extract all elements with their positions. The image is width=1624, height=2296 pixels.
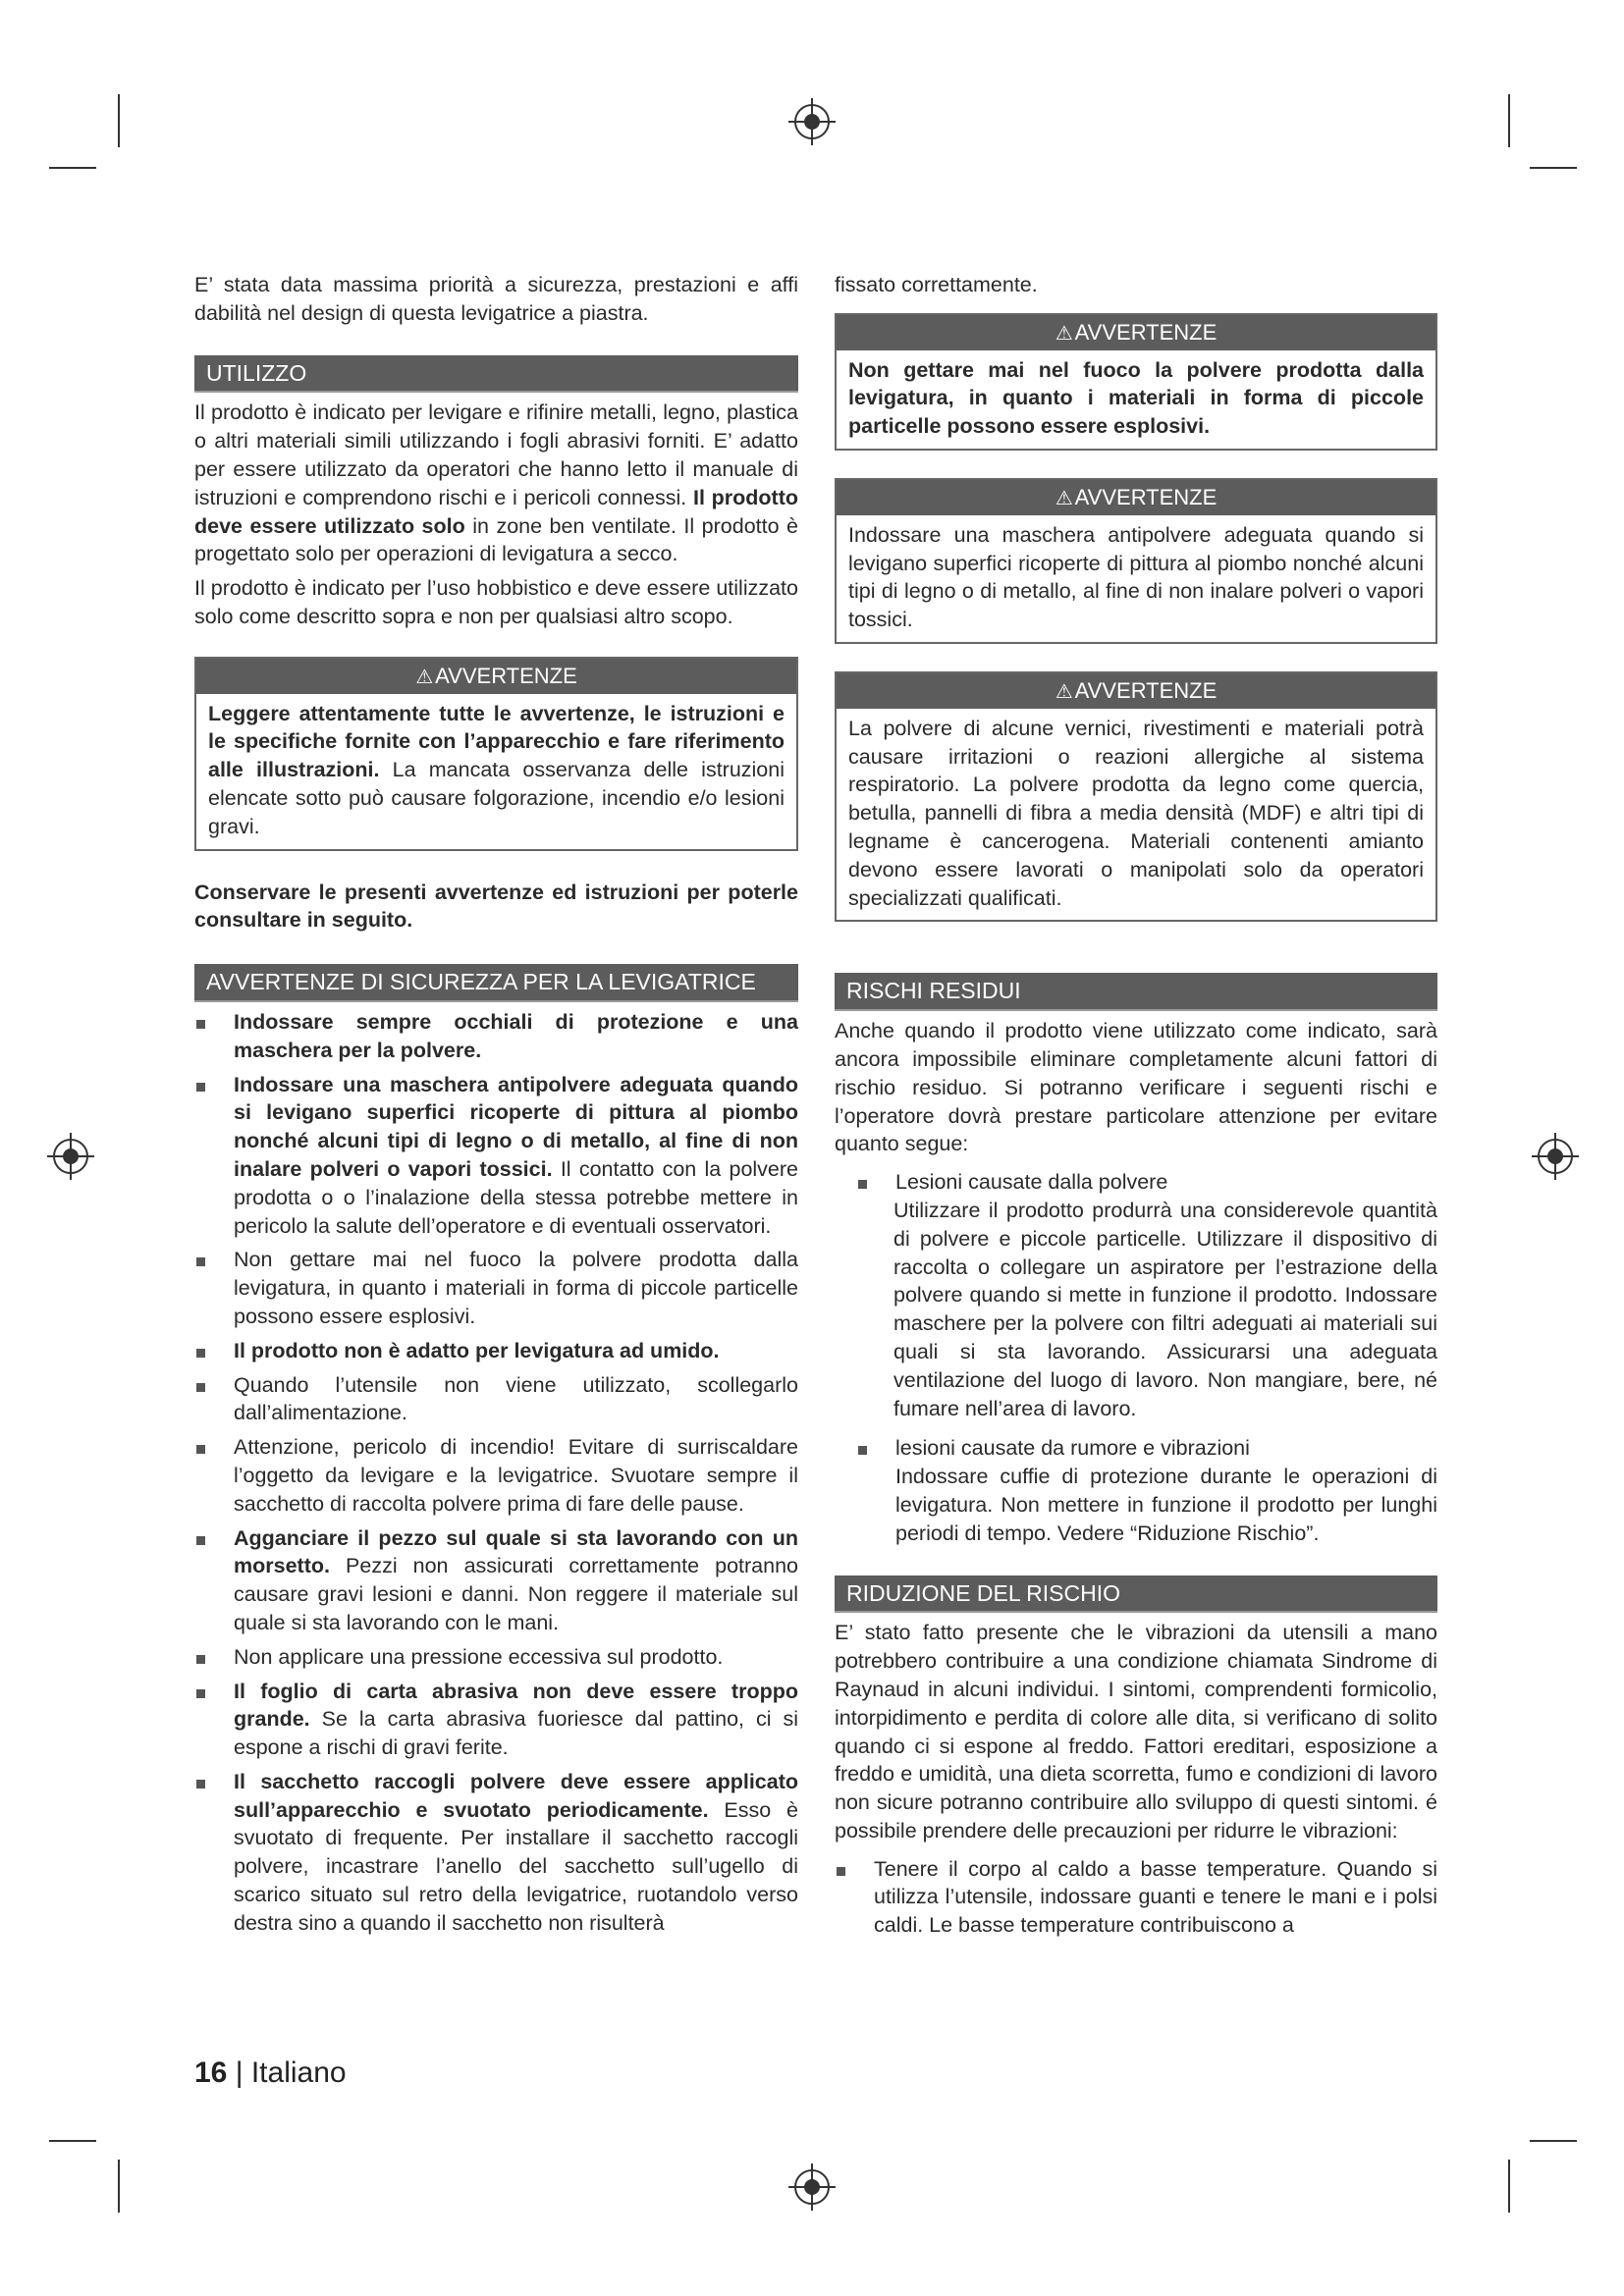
- intro-paragraph: E’ stata data massima priorità a sicurezza, prestazioni e affi dabilità nel design di questa levigatrice a piastra.: [194, 273, 798, 325]
- safety-list: [194, 1008, 798, 1938]
- continued-text: fissato correttamente.: [835, 273, 1038, 296]
- right-column: [835, 271, 1437, 1946]
- page-number: 16: [194, 2056, 228, 2089]
- warning-text: Indossare una maschera antipolvere adeguata quando si levigano superfici ricoperte di pittura al piombo nonché alcuni tipi di legno o di metallo, al fine di non inalare polveri o vapori tossici.: [848, 522, 1424, 632]
- warning-triangle-icon: ⚠: [1055, 487, 1073, 509]
- crop-mark: [1530, 2140, 1577, 2142]
- list-item: Indossare una maschera antipolvere adeguata quando si levigano superfici ricoperte di pittura al piombo nonché alcuni tipi di legno o di metallo, al fine di non inalare polveri o vapori tossici. Il contatto con la polvere prodotta o o l’inalazione della stessa potrebbe mettere in pericolo la salute dell’operatore e di eventuali osservatori.: [194, 1071, 798, 1241]
- page-footer: 16 | Italiano: [194, 2056, 347, 2089]
- list-item: Quando l’utensile non viene utilizzato, scollegarlo dall’alimentazione.: [194, 1371, 798, 1428]
- risk-text: Utilizzare il prodotto produrrà una considerevole quantità di polvere e piccole particelle. Utilizzare il dispositivo di raccolta o collegare un aspiratore per l’estrazione della polvere quando si mette in funzione il prodotto. Indossare maschere per la polvere con filtri adeguati ai materiali sui quali si sta lavorando. Assicurarsi una adeguata ventilazione del luogo di lavoro. Non mangiare, bere, né fumare nell’area di lavoro.: [893, 1198, 1437, 1420]
- warning-text: Leggere attentamente tutte le avvertenze, le istruzioni e le specifiche fornite con l’apparecchio e fare riferimento alle illustrazioni. La mancata osservanza delle istruzioni elencate sotto può causare folgorazione, incendio e/o lesioni gravi.: [208, 701, 785, 838]
- riduzione-list: [835, 1855, 1437, 1940]
- utilizzo-paragraph-1: Il prodotto è indicato per levigare e rifinire metalli, legno, plastica o altri materiali simili utilizzando i fogli abrasivi forniti. E’ adatto per essere utilizzato da operatori che hanno letto il manuale di istruzioni e comprendono rischi e i pericoli connessi. Il prodotto deve essere utilizzato solo in zone ben ventilate. Il prodotto è progettato solo per operazioni di levigatura a secco.: [194, 400, 798, 566]
- crop-mark: [1530, 167, 1577, 169]
- warning-box: [835, 671, 1437, 922]
- list-item: Il foglio di carta abrasiva non deve essere troppo grande. Se la carta abrasiva fuoriesce dal pattino, ci si espone a rischi di gravi ferite.: [194, 1678, 798, 1762]
- warning-triangle-icon: ⚠: [1055, 680, 1073, 703]
- warning-header: ⚠AVVERTENZE: [196, 659, 796, 694]
- warning-text: Non gettare mai nel fuoco la polvere prodotta dalla levigatura, in quanto i materiali in forma di piccole particelle possono essere esplosivi.: [848, 357, 1424, 439]
- utilizzo-heading: UTILIZZO: [194, 355, 798, 394]
- list-item: Il prodotto non è adatto per levigatura ad umido.: [194, 1337, 798, 1365]
- crop-mark: [1508, 2160, 1510, 2213]
- risk-title: lesioni causate da rumore e vibrazioni: [895, 1436, 1250, 1461]
- list-item: Il sacchetto raccogli polvere deve essere applicato sull’apparecchio e svuotato periodicamente. Esso è svuotato di frequente. Per installare il sacchetto raccogli polvere, incastrare l’anello del sacchetto sull’ugello di scarico situato sul retro della levigatrice, ruotandolo verso destra sino a quando il sacchetto non risulterà: [194, 1768, 798, 1938]
- risk-title: Lesioni causate dalla polvere: [895, 1170, 1168, 1195]
- list-item: Non applicare una pressione eccessiva sul prodotto.: [194, 1643, 798, 1672]
- language-label: Italiano: [250, 2056, 347, 2089]
- rischi-heading: RISCHI RESIDUI: [835, 973, 1437, 1011]
- list-item: Indossare sempre occhiali di protezione e una maschera per la polvere.: [194, 1008, 798, 1065]
- registration-mark-icon: [53, 1139, 88, 1174]
- registration-mark-icon: [794, 104, 830, 139]
- riduzione-heading: RIDUZIONE DEL RISCHIO: [835, 1575, 1437, 1614]
- warning-box: [194, 657, 798, 851]
- riduzione-intro: E’ stato fatto presente che le vibrazioni da utensili a mano potrebbero contribuire a una condizione chiamata Sindrome di Raynaud in alcuni individui. I sintomi, comprendenti formicolio, intorpidimento e perdita di colore alle dita, si verificano di solito quando ci si espone al freddo. Fattori ereditari, esposizione a freddo e umidità, una dieta scorretta, fumo e condizioni di lavoro non sicure potranno contribuire allo sviluppo di questi sintomi. é possibile prendere delle precauzioni per ridurre le vibrazioni:: [835, 1621, 1437, 1842]
- crop-mark: [49, 167, 96, 169]
- list-item: Attenzione, pericolo di incendio! Evitare di surriscaldare l’oggetto da levigare e la levigatrice. Svuotare sempre il sacchetto di raccolta polvere prima di fare delle pause.: [194, 1433, 798, 1518]
- warning-header: ⚠AVVERTENZE: [837, 480, 1435, 515]
- crop-mark: [118, 2160, 120, 2213]
- crop-mark: [1508, 94, 1510, 147]
- warning-triangle-icon: ⚠: [415, 666, 434, 688]
- list-item: Agganciare il pezzo sul quale si sta lavorando con un morsetto. Pezzi non assicurati correttamente potranno causare gravi lesioni e danni. Non reggere il materiale sul quale si sta lavorando con le mani.: [194, 1524, 798, 1637]
- list-item: Non gettare mai nel fuoco la polvere prodotta dalla levigatura, in quanto i materiali in forma di piccole particelle possono essere esplosivi.: [194, 1246, 798, 1330]
- list-item: Tenere il corpo al caldo a basse temperature. Quando si utilizza l’utensile, indossare guanti e tenere le mani e i polsi caldi. Le basse temperature contribuiscono a: [835, 1855, 1437, 1940]
- safety-heading: AVVERTENZE DI SICUREZZA PER LA LEVIGATRICE: [194, 964, 798, 1002]
- warning-box: [835, 478, 1437, 644]
- rischi-intro: Anche quando il prodotto viene utilizzato come indicato, sarà ancora impossibile eliminare completamente alcuni fattori di rischio residuo. Si potranno verificare i seguenti rischi e l’operatore dovrà prestare particolare attenzione per evitare quanto segue:: [835, 1019, 1437, 1156]
- utilizzo-paragraph-2: Il prodotto è indicato per l’uso hobbistico e deve essere utilizzato solo come descritto sopra e non per qualsiasi altro scopo.: [194, 576, 798, 628]
- warning-triangle-icon: ⚠: [1055, 322, 1073, 345]
- warning-box: [835, 313, 1437, 451]
- warning-text: La polvere di alcune vernici, rivestimenti e materiali potrà causare irritazioni o reazioni allergiche al sistema respiratorio. La polvere prodotta da legno come quercia, betulla, pannelli di fibra a media densità (MDF) e altri tipi di legname è cancerogena. Materiali contenenti amianto devono essere lavorati o manipolati solo da operatori specializzati qualificati.: [848, 716, 1424, 910]
- rischi-list: [856, 1168, 1437, 1547]
- warning-header: ⚠AVVERTENZE: [837, 673, 1435, 709]
- list-item: [856, 1168, 1437, 1422]
- crop-mark: [118, 94, 120, 147]
- risk-text: Indossare cuffie di protezione durante le operazioni di levigatura. Non mettere in funzione il prodotto per lunghi periodi di tempo. Vedere “Riduzione Rischio”.: [895, 1465, 1437, 1545]
- list-item: [856, 1434, 1437, 1547]
- registration-mark-icon: [1538, 1139, 1573, 1174]
- conserve-note: Conservare le presenti avvertenze ed istruzioni per poterle consultare in seguito.: [194, 880, 798, 933]
- registration-mark-icon: [794, 2169, 830, 2205]
- left-column: [194, 271, 798, 1944]
- crop-mark: [49, 2140, 96, 2142]
- warning-header: ⚠AVVERTENZE: [837, 315, 1435, 350]
